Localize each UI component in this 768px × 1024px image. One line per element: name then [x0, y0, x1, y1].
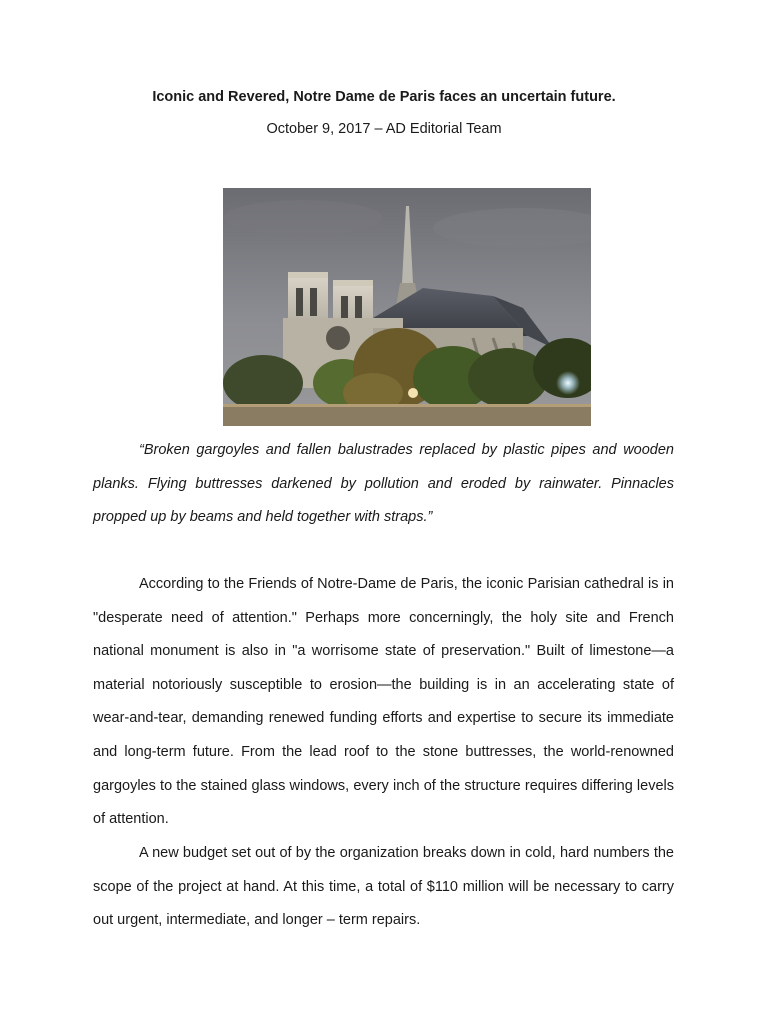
- article-title: Iconic and Revered, Notre Dame de Paris faces an uncertain future.: [152, 89, 616, 105]
- cathedral-illustration: [223, 188, 591, 426]
- article-paragraph-2: A new budget set out of by the organization breaks down in cold, hard numbers the scope of the project at hand. At this time, a total of $110 million will be necessary to carry out urgent, intermediate, and longer – term repairs.: [93, 845, 674, 929]
- article-paragraph-1: According to the Friends of Notre-Dame de Paris, the iconic Parisian cathedral is in "desperate need of attention." Perhaps more concerningly, the holy site and French national monument is also in "a worrisome state of preservation." Built of limestone—a material notoriously susceptible to erosion—the building is in an accelerating state of wear-and-tear, demanding renewed funding efforts and expertise to secure its immediate and long-term future. From the lead roof to the stone buttresses, the world-renowned gargoyles to the stained glass windows, every inch of the structure requires differing levels of attention.: [93, 576, 674, 828]
- article-quote: “Broken gargoyles and fallen balustrades replaced by plastic pipes and wooden planks. Flying buttresses darkened by pollution and eroded by rainwater. Pinnacles propped up by beams and held together with straps.”: [93, 442, 674, 526]
- article-byline: October 9, 2017 – AD Editorial Team: [266, 121, 502, 137]
- cathedral-photo: [223, 188, 591, 426]
